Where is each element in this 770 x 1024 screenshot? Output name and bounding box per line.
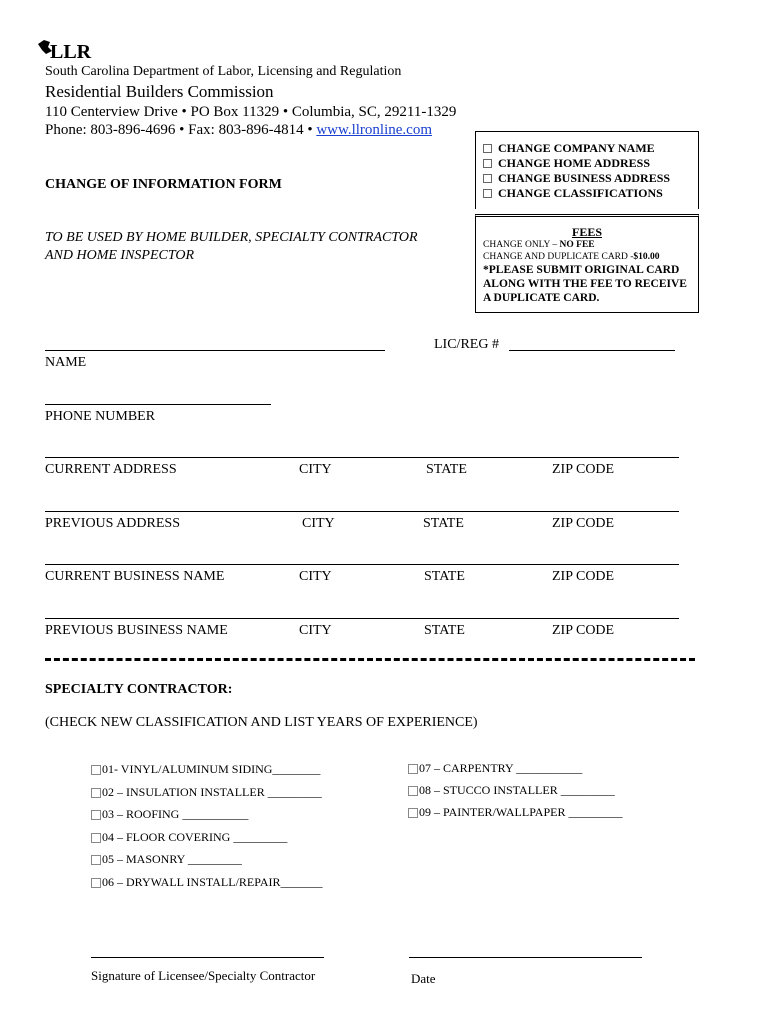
zip-label: ZIP CODE (552, 569, 615, 584)
classification-item[interactable]: 04 – FLOOR COVERING _________ (91, 830, 287, 845)
date-label: Date (411, 971, 436, 986)
website-link[interactable]: www.llronline.com (316, 122, 432, 138)
logo-text: LLR (50, 41, 92, 62)
checkbox-icon[interactable] (91, 788, 101, 798)
classification-item[interactable]: 09 – PAINTER/WALLPAPER _________ (408, 805, 622, 820)
zip-label: ZIP CODE (552, 623, 615, 638)
form-title: CHANGE OF INFORMATION FORM (45, 177, 282, 192)
city-label: CITY (299, 623, 332, 638)
checkbox-icon[interactable] (483, 159, 492, 168)
signature-field[interactable] (91, 957, 324, 958)
zip-label: ZIP CODE (552, 516, 615, 531)
name-label: NAME (45, 355, 87, 370)
section-divider (45, 658, 695, 661)
name-field[interactable] (45, 350, 385, 351)
checkbox-icon[interactable] (408, 786, 418, 796)
phone-label: PHONE NUMBER (45, 409, 156, 424)
fee-duplicate-card: CHANGE AND DUPLICATE CARD -$10.00 (483, 252, 660, 262)
change-option[interactable] (483, 156, 650, 171)
lic-reg-label: LIC/REG # (434, 337, 499, 352)
fees-box (475, 214, 699, 313)
classification-item[interactable]: 02 – INSULATION INSTALLER _________ (91, 785, 322, 800)
llr-logo (36, 38, 96, 67)
agency-address: 110 Centerview Drive • PO Box 11329 • Columbia, SC, 29211-1329 (45, 104, 457, 120)
previous-address-label: PREVIOUS ADDRESS (45, 516, 180, 531)
usage-line-1: TO BE USED BY HOME BUILDER, SPECIALTY CONTRACTOR (45, 230, 418, 245)
checkbox-icon[interactable] (91, 878, 101, 888)
current-address-field[interactable] (45, 457, 679, 458)
previous-business-label: PREVIOUS BUSINESS NAME (45, 623, 228, 638)
specialty-title: SPECIALTY CONTRACTOR: (45, 682, 233, 697)
checkbox-icon[interactable] (91, 833, 101, 843)
fee-change-only: CHANGE ONLY – NO FEE (483, 240, 595, 250)
usage-line-2: AND HOME INSPECTOR (45, 248, 195, 263)
agency-contact (45, 122, 432, 139)
state-label: STATE (423, 516, 464, 531)
checkbox-icon[interactable] (483, 189, 492, 198)
checkbox-icon[interactable] (91, 810, 101, 820)
classification-item[interactable]: 07 – CARPENTRY ___________ (408, 761, 582, 776)
fees-title: FEES (571, 225, 602, 239)
specialty-instruction: (CHECK NEW CLASSIFICATION AND LIST YEARS OF EXPERIENCE) (45, 715, 478, 730)
change-option-label: CHANGE COMPANY NAME (498, 141, 655, 155)
agency-name: South Carolina Department of Labor, Licensing and Regulation (45, 64, 402, 79)
checkbox-icon[interactable] (91, 855, 101, 865)
change-option[interactable] (483, 186, 663, 201)
signature-label: Signature of Licensee/Specialty Contractor (91, 968, 316, 983)
commission-name: Residential Builders Commission (45, 82, 274, 101)
state-label: STATE (424, 569, 465, 584)
previous-address-field[interactable] (45, 511, 679, 512)
checkbox-icon[interactable] (408, 764, 418, 774)
date-field[interactable] (409, 957, 642, 958)
city-label: CITY (299, 569, 332, 584)
change-option[interactable] (483, 141, 655, 156)
phone-fax: Phone: 803-896-4696 • Fax: 803-896-4814 • (45, 122, 317, 138)
classification-item[interactable]: 08 – STUCCO INSTALLER _________ (408, 783, 615, 798)
change-option-label: CHANGE CLASSIFICATIONS (498, 186, 663, 200)
change-options-box (475, 131, 699, 209)
city-label: CITY (302, 516, 335, 531)
checkbox-icon[interactable] (483, 144, 492, 153)
checkbox-icon[interactable] (483, 174, 492, 183)
city-label: CITY (299, 462, 332, 477)
change-option-label: CHANGE HOME ADDRESS (498, 156, 651, 170)
current-address-label: CURRENT ADDRESS (45, 462, 177, 477)
phone-field[interactable] (45, 404, 271, 405)
checkbox-icon[interactable] (408, 808, 418, 818)
zip-label: ZIP CODE (552, 462, 615, 477)
change-option[interactable] (483, 171, 670, 186)
change-option-label: CHANGE BUSINESS ADDRESS (498, 171, 671, 185)
checkbox-icon[interactable] (91, 765, 101, 775)
classification-item[interactable]: 01- VINYL/ALUMINUM SIDING________ (91, 762, 320, 777)
current-business-label: CURRENT BUSINESS NAME (45, 569, 225, 584)
state-label: STATE (424, 623, 465, 638)
state-label: STATE (426, 462, 467, 477)
current-business-field[interactable] (45, 564, 679, 565)
fee-note: *PLEASE SUBMIT ORIGINAL CARD ALONG WITH THE FEE TO RECEIVE A DUPLICATE CARD. (483, 264, 687, 304)
classification-item[interactable]: 05 – MASONRY _________ (91, 852, 242, 867)
classification-item[interactable]: 03 – ROOFING ___________ (91, 807, 248, 822)
previous-business-field[interactable] (45, 618, 679, 619)
lic-reg-field[interactable] (509, 350, 675, 351)
classification-item[interactable]: 06 – DRYWALL INSTALL/REPAIR_______ (91, 875, 323, 890)
